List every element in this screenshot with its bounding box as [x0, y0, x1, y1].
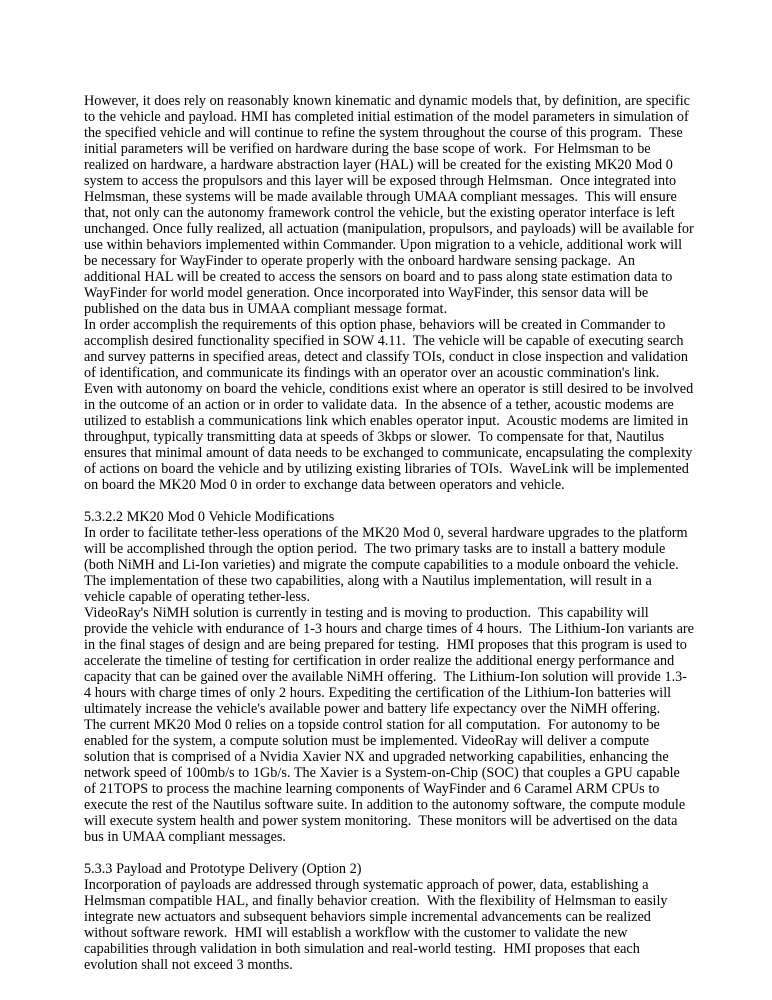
body-paragraph: In order to facilitate tether-less operations of the MK20 Mod 0, several hardware upgrades to the platform will be accomplished through the option period. The two primary tasks are to install a battery module (both NiMH and Li-Ion varieties) and migrate the compute capabilities to a module onboard the vehicle. The implementation of these two capabilities, along with a Nautilus implementation, will result in a vehicle capable of operating tether-less.	[84, 525, 692, 605]
body-paragraph: In order accomplish the requirements of this option phase, behaviors will be created in Commander to accomplish desired functionality specified in SOW 4.11. The vehicle will be capable of executing search and survey patterns in specified areas, detect and classify TOIs, conduct in close inspection and validation of identification, and communicate its findings with an operator over an acoustic commination's link.	[84, 317, 692, 381]
document-body	[84, 93, 698, 973]
body-paragraph: Incorporation of payloads are addressed through systematic approach of power, data, establishing a Helmsman compatible HAL, and finally behavior creation. With the flexibility of Helmsman to easily integrate new actuators and subsequent behaviors simple incremental advancements can be realized without software rework. HMI will establish a workflow with the customer to validate the new capabilities through validation in both simulation and real-world testing. HMI proposes that each evolution shall not exceed 3 months.	[84, 877, 672, 973]
section-heading-5-3-2-2: 5.3.2.2 MK20 Mod 0 Vehicle Modifications	[84, 509, 335, 525]
body-paragraph: However, it does rely on reasonably known kinematic and dynamic models that, by definition, are specific to the vehicle and payload. HMI has completed initial estimation of the model parameters in simulation of the specified vehicle and will continue to refine the system throughout the course of this program. These initial parameters will be verified on hardware during the base scope of work. For Helmsman to be realized on hardware, a hardware abstraction layer (HAL) will be created for the existing MK20 Mod 0 system to access the propulsors and this layer will be exposed through Helmsman. Once integrated into Helmsman, these systems will be made available through UMAA compliant messages. This will ensure that, not only can the autonomy framework control the vehicle, but the existing operator interface is left unchanged. Once fully realized, all actuation (manipulation, propulsors, and payloads) will be available for use within behaviors implemented within Commander. Upon migration to a vehicle, additional work will be necessary for WayFinder to operate properly with the onboard hardware sensing package. An additional HAL will be created to access the sensors on board and to pass along state estimation data to WayFinder for world model generation. Once incorporated into WayFinder, this sensor data will be published on the data bus in UMAA compliant message format.	[84, 93, 698, 317]
body-paragraph: Even with autonomy on board the vehicle, conditions exist where an operator is still desired to be involved in the outcome of an action or in order to validate data. In the absence of a tether, acoustic modems are utilized to establish a communications link which enables operator input. Acoustic modems are limited in throughput, typically transmitting data at speeds of 3kbps or slower. To compensate for that, Nautilus ensures that minimal amount of data needs to be exchanged to communicate, encapsulating the complexity of actions on board the vehicle and by utilizing existing libraries of TOIs. WaveLink will be implemented on board the MK20 Mod 0 in order to exchange data between operators and vehicle.	[84, 381, 697, 493]
section-heading-5-3-3: 5.3.3 Payload and Prototype Delivery (Option 2)	[84, 861, 362, 877]
body-paragraph: VideoRay's NiMH solution is currently in testing and is moving to production. This capability will provide the vehicle with endurance of 1-3 hours and charge times of 4 hours. The Lithium-Ion variants are in the final stages of design and are being prepared for testing. HMI proposes that this program is used to accelerate the timeline of testing for certification in order realize the additional energy performance and capacity that can be gained over the available NiMH offering. The Lithium-Ion solution will provide 1.3-4 hours with charge times of only 2 hours. Expediting the certification of the Lithium-Ion batteries will ultimately increase the vehicle's available power and battery life expectancy over the NiMH offering.	[84, 605, 698, 717]
body-paragraph: The current MK20 Mod 0 relies on a topside control station for all computation. For autonomy to be enabled for the system, a compute solution must be implemented. VideoRay will deliver a compute solution that is comprised of a Nvidia Xavier NX and upgraded networking capabilities, enhancing the network speed of 100mb/s to 1Gb/s. The Xavier is a System-on-Chip (SOC) that couples a GPU capable of 21TOPS to process the machine learning components of WayFinder and 6 Caramel ARM CPUs to execute the rest of the Nautilus software suite. In addition to the autonomy software, the compute module will execute system health and power system monitoring. These monitors will be advertised on the data bus in UMAA compliant messages.	[84, 717, 689, 845]
